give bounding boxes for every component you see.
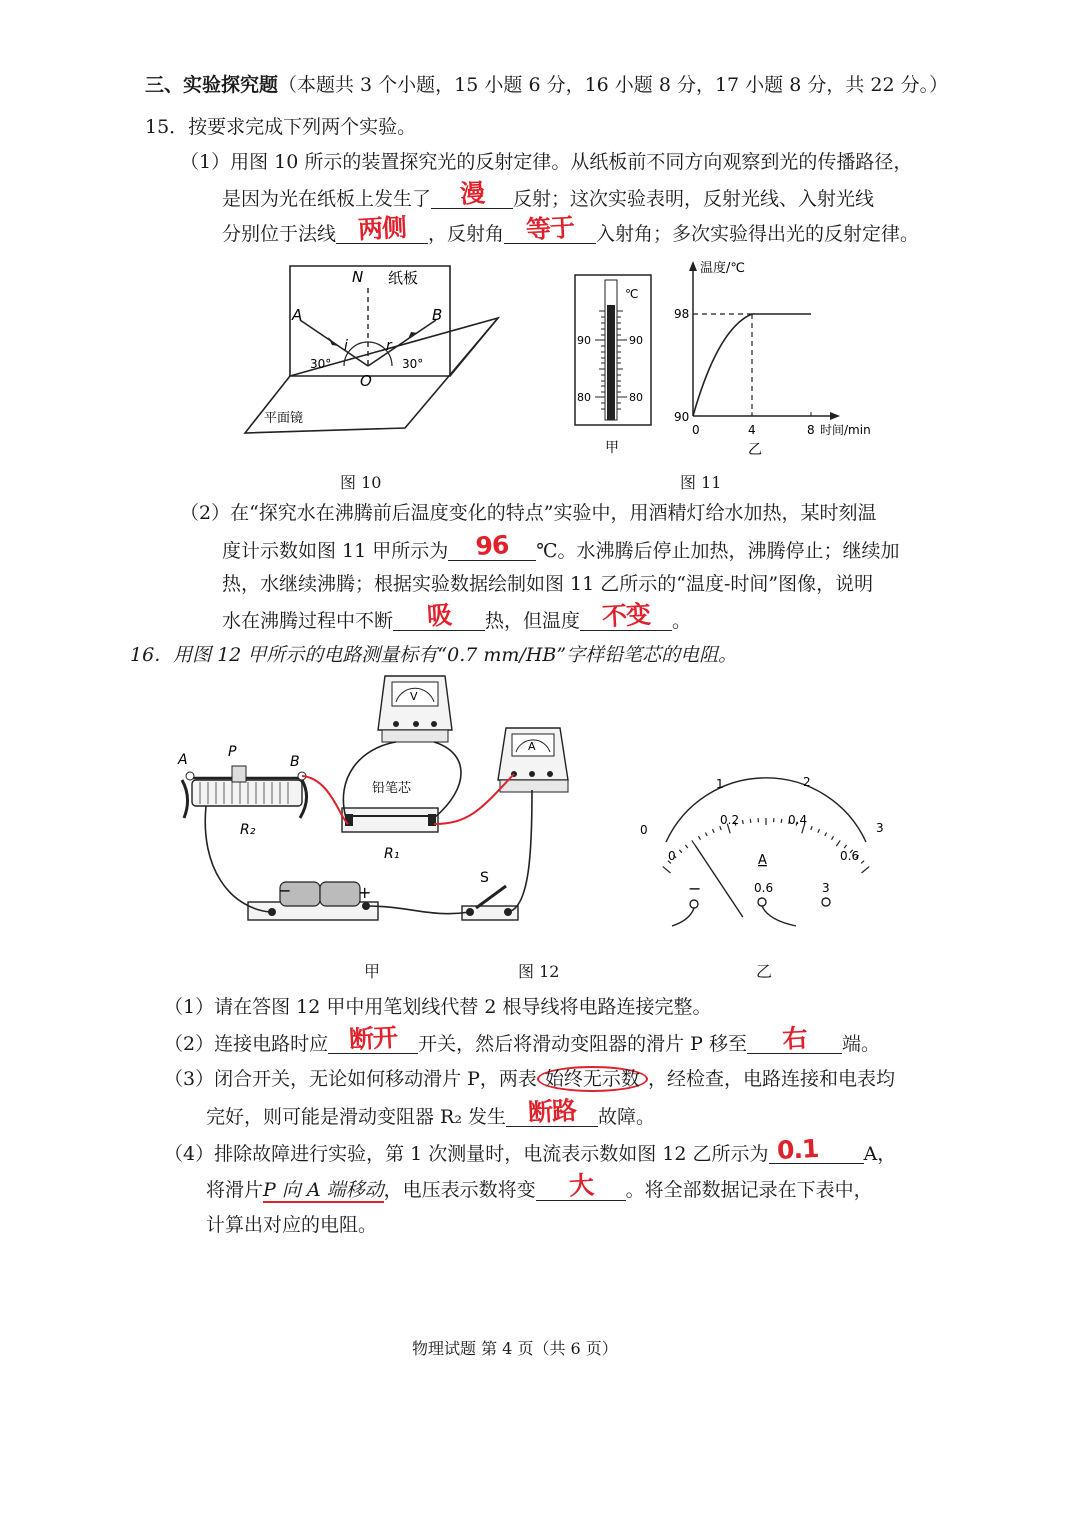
answer-10: 0.1 [775,1133,819,1166]
label-angle-right: 30° [402,357,424,371]
q15-stem: 15．按要求完成下列两个实验。 [145,116,417,138]
figure-10-reflection-apparatus [240,258,502,440]
q16-s4-underlined-phrase: P 向 A 端移动 [263,1179,384,1201]
q16-s3-text-d: 完好，则可能是滑动变阻器 R₂ 发生 [206,1106,507,1128]
answer-blank-8[interactable] [747,1023,842,1054]
answer-blank-3[interactable] [504,212,596,245]
answer-blank-7[interactable] [328,1022,418,1055]
temperature-curve [693,314,811,416]
dial-tick [818,829,820,833]
q15-p2-line2 [222,530,900,562]
label-angle-left: 30° [310,357,332,371]
q15-p2-text-b: ℃。水沸腾后停止加热，沸腾停止；继续加 [536,540,900,562]
figure-12-label-jia: 甲 [364,962,381,981]
dial-unit-A: A [758,853,767,868]
answer-blank-4[interactable] [448,530,536,561]
q16-s3-text-e: 故障。 [598,1106,656,1128]
label-B: B [432,306,443,324]
q15-p1-line2 [222,178,875,210]
label-plus: + [358,883,372,902]
figure-11-thermometer [565,270,660,465]
q16-s4-text-c: 将滑片 [206,1179,264,1201]
q16-s2-text-b: 开关，然后将滑动变阻器的滑片 P 移至 [418,1033,747,1055]
dial-tick [692,840,696,846]
figure-12-label-yi: 乙 [756,962,773,981]
answer-blank-6[interactable] [580,599,672,632]
answer-5: 吸 [426,600,452,631]
dial-bottom-02: 0.2 [720,813,740,827]
q16-s3-text-c: ，经检查，电路连接和电表均 [647,1068,895,1090]
label-A: A [292,306,303,324]
label-R2: R₂ [240,822,256,838]
q15-p2-text-c: 水在沸腾过程中不断 [222,610,394,632]
voltmeter-symbol: V [410,690,418,703]
dial-top-0: 0 [640,823,648,837]
q16-s2-text-a: （2）连接电路时应 [164,1033,329,1055]
red-wire-rheostat [302,776,348,824]
figure-11-temperature-graph [668,258,890,463]
answer-blank-9[interactable] [506,1095,598,1128]
label-R1: R₁ [384,846,400,862]
label-mirror: 平面镜 [264,411,304,426]
q15-p2-text-a: 度计示数如图 11 甲所示为 [222,540,449,562]
dial-tick [862,867,870,873]
q16-s4-line2 [206,1170,873,1201]
ammeter-symbol: A [528,740,536,753]
ammeter-needle [695,845,743,917]
dial-tick [685,845,687,848]
terminal-06: 0.6 [754,881,774,895]
label-pencil-lead: 铅笔芯 [372,781,412,796]
q15-p1-text-c: 分别位于法线 [222,223,337,245]
q15-p2-text-d: 热，但温度 [485,610,581,632]
q15-p2-line4 [222,599,692,632]
graph-tick-98: 98 [674,307,690,321]
dial-tick [750,819,751,823]
switch-s [462,886,518,920]
answer-blank-1[interactable] [431,178,513,209]
q16-s4-text-b: A， [863,1143,897,1165]
dial-tick [743,820,744,824]
label-switch-S: S [480,870,489,886]
thermo-80-left: 80 [577,391,591,404]
dial-tick [825,833,827,837]
graph-tick-90: 90 [674,410,690,424]
thermo-80-right: 80 [629,391,643,404]
graph-tick-x8: 8 [807,423,815,437]
answer-11: 大 [567,1170,594,1201]
label-r: r [386,338,392,354]
answer-9: 断路 [527,1095,577,1128]
figure-12-caption: 图 12 [518,962,560,981]
terminal-minus: − [688,879,702,898]
label-O: O [360,372,372,390]
figure-12-ammeter-dial [628,770,898,930]
answer-4: 96 [475,530,510,561]
q16-stem: 16．用图 12 甲所示的电路测量标有“0.7 mm/HB”字样铅笔芯的电阻。 [130,644,738,666]
label-board: 纸板 [388,269,419,287]
q16-s3-circled-phrase: 始终无示数 [537,1066,648,1092]
dial-top-1: 1 [716,777,724,791]
q16-s3-line2 [206,1095,656,1128]
graph-tick-x4: 4 [748,423,756,437]
dial-top-3: 3 [876,821,884,835]
dial-bottom-0: 0 [668,849,676,863]
answer-blank-11[interactable] [536,1170,626,1201]
section-title: 三、实验探究题 [145,74,279,96]
answer-3: 等于 [525,212,575,245]
q16-s4-line3: 计算出对应的电阻。 [206,1214,378,1236]
thermo-90-right: 90 [629,334,643,347]
q15-p2-line1: （2）在“探究水在沸腾前后温度变化的特点”实验中，用酒精灯给水加热，某时刻温 [180,502,877,524]
section-note: （本题共 3 个小题，15 小题 6 分，16 小题 8 分，17 小题 8 分，共 22 分。） [278,74,949,96]
q15-p1-text-b: 反射；这次实验表明，反射光线、入射光线 [513,188,875,210]
q15-p1-text-a: 是因为光在纸板上发生了 [222,188,432,210]
mercury-column [607,305,615,420]
dial-tick [781,819,782,823]
q16-s4-text-f: 。将全部数据记录在下表中， [625,1179,873,1201]
dial-tick [699,836,701,840]
dial-bottom-06: 0.6 [840,849,860,863]
q15-p2-text-e: 。 [672,610,692,632]
answer-blank-2[interactable] [336,212,428,245]
q15-p1-text-e: 入射角；多次实验得出光的反射定律。 [596,223,920,245]
thermo-unit: ℃ [625,287,639,301]
answer-blank-5[interactable] [393,600,485,631]
thermo-90-left: 90 [577,334,591,347]
label-minus: − [278,881,292,900]
q15-p1-line3 [222,212,920,245]
dial-tick [861,861,864,864]
voltmeter [378,676,452,742]
label-terminal-B: B [290,754,300,770]
dial-tick [836,840,840,846]
label-N: N [352,268,364,286]
q16-s4-line1 [164,1133,897,1166]
q16-s2-text-c: 端。 [841,1033,880,1055]
dial-tick [811,826,812,830]
label-i: i [344,338,348,354]
label-slider-P: P [228,744,237,760]
q16-s3-line1 [164,1070,895,1089]
section-heading [145,76,948,95]
pencil-lead-r1 [342,808,438,832]
thermo-label-jia: 甲 [605,440,619,456]
answer-7: 断开 [348,1022,398,1055]
dial-tick [844,845,846,848]
q15-p1-line1: （1）用图 10 所示的装置探究光的反射定律。从纸板前不同方向观察到光的传播路径， [180,151,913,173]
terminal-3: 3 [822,881,830,895]
q16-s2 [164,1022,880,1055]
dial-bottom-04: 0.4 [788,813,808,827]
graph-y-label: 温度/℃ [700,261,745,276]
page-footer: 物理试题 第 4 页（共 6 页） [412,1339,618,1358]
dial-tick [713,829,715,833]
graph-x-label: 时间/min [820,423,871,437]
dial-tick [663,867,671,873]
answer-8: 右 [781,1023,808,1054]
dial-tick [832,836,834,840]
answer-6: 不变 [601,599,651,632]
figure-11-caption: 图 11 [680,473,722,492]
figure-12-circuit [170,668,600,958]
q16-s4-text-e: ，电压表示数将变 [383,1179,536,1201]
q15-p2-line3: 热，水继续沸腾；根据实验数据绘制如图 11 乙所示的“温度-时间”图像，说明 [222,573,874,595]
figure-10-caption: 图 10 [340,473,382,492]
answer-1: 漫 [459,178,485,209]
q16-s1: （1）请在答图 12 甲中用笔划线代替 2 根导线将电路连接完整。 [164,996,712,1018]
dial-top-2: 2 [803,775,811,789]
dial-tick [679,850,682,853]
label-terminal-A: A [178,752,188,768]
answer-blank-10[interactable] [769,1133,864,1166]
q16-s3-text-a: （3）闭合开关，无论如何移动滑片 P，两表 [164,1068,537,1090]
ammeter [498,728,568,792]
graph-tick-x0: 0 [692,423,700,437]
graph-label-yi: 乙 [748,442,762,458]
rheostat-r2 [182,766,307,818]
answer-2: 两侧 [357,212,407,245]
dial-tick [705,833,707,837]
q16-s4-text-a: （4）排除故障进行实验，第 1 次测量时，电流表示数如图 12 乙所示为 [164,1143,769,1165]
q15-p1-text-d: ，反射角 [428,223,505,245]
